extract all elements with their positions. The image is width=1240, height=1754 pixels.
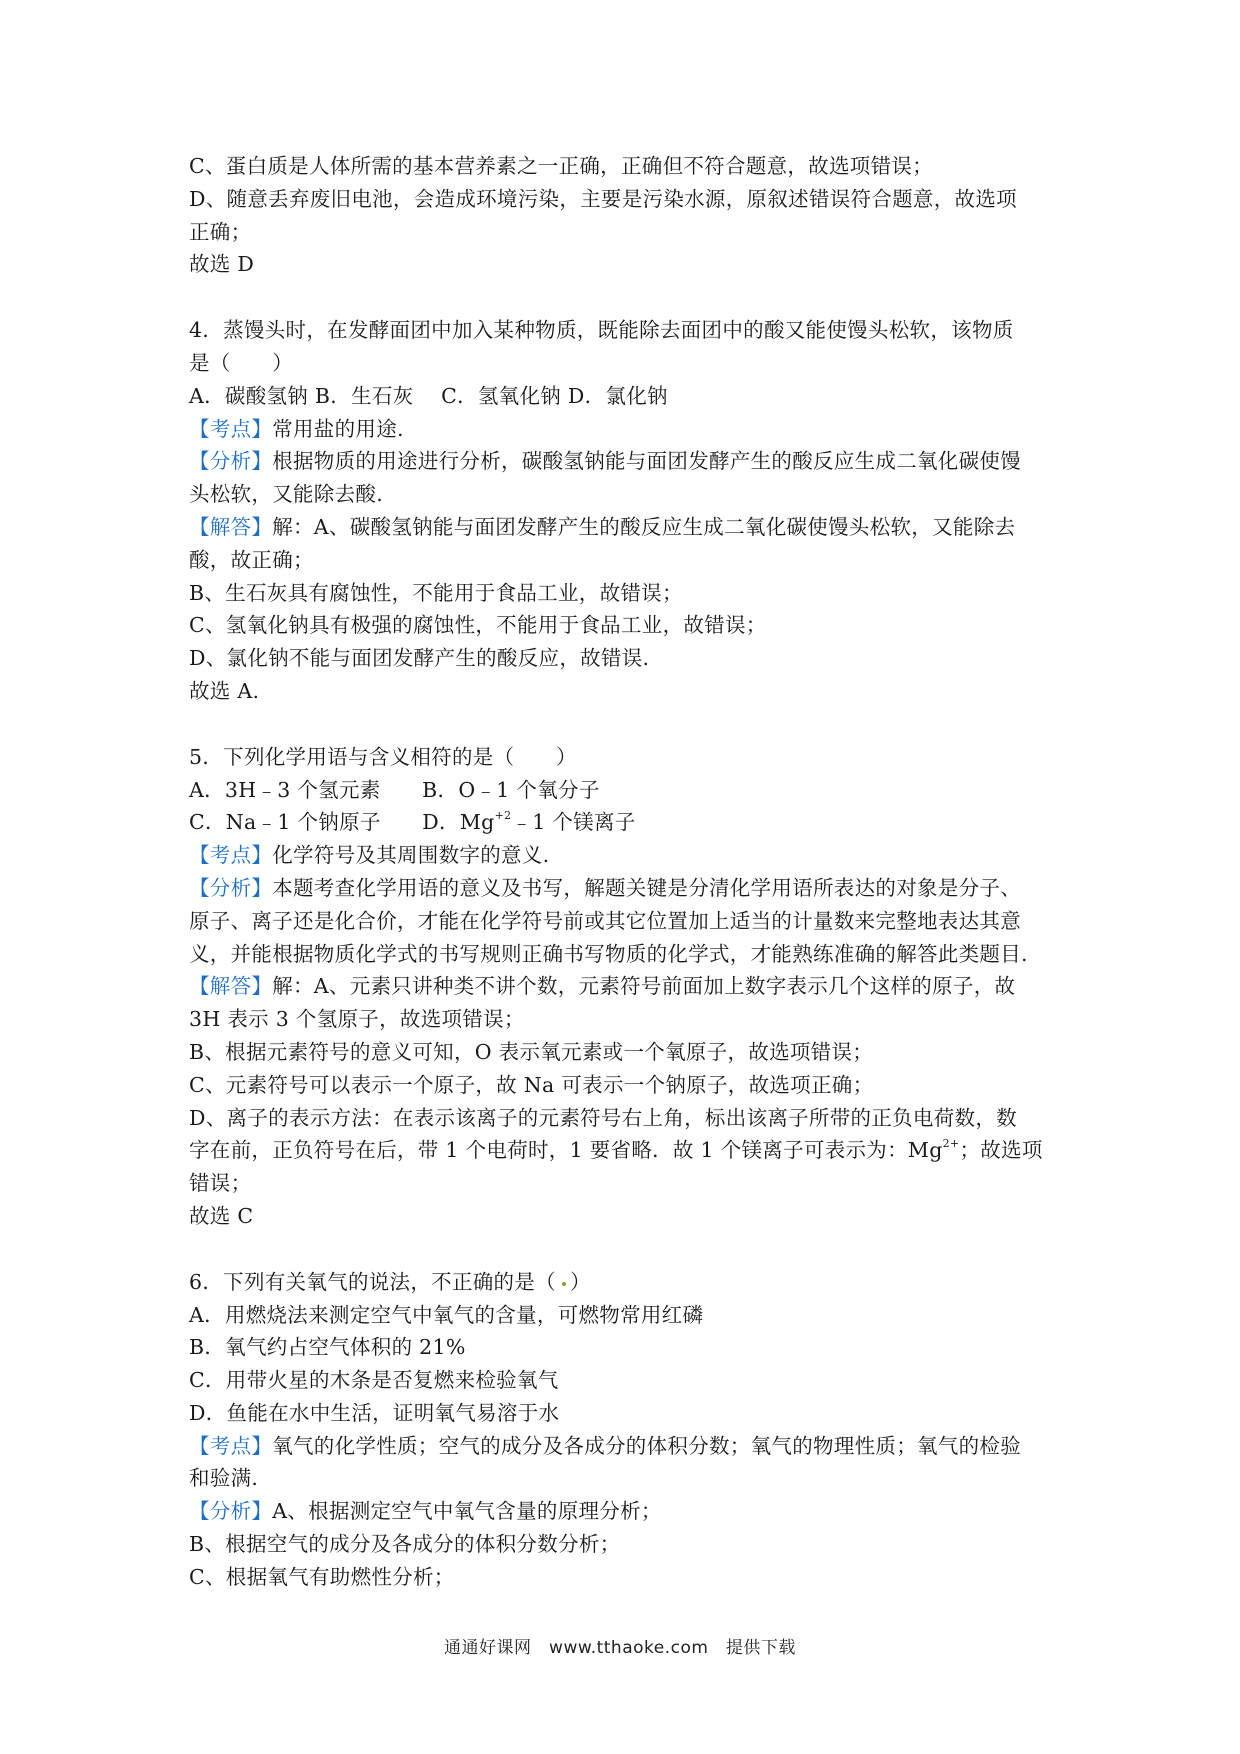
q3-answer: 故选 D (189, 252, 255, 277)
q6-stem-close: ） (569, 1269, 591, 1294)
q6-stem-text: 6．下列有关氧气的说法，不正确的是（ (189, 1269, 556, 1294)
q5-options-cd (189, 806, 1069, 839)
q5-stem: 5．下列化学用语与含义相符的是（ ） (189, 744, 577, 769)
q4-kaodian-text: 常用盐的用途. (272, 416, 404, 441)
q4-stem-line2: 是（ ） (189, 350, 293, 375)
q5-d-line2-tail: ；故选项 (959, 1138, 1043, 1163)
q4-answer: 故选 A. (189, 678, 260, 703)
document-body (189, 150, 1069, 1594)
q4-jieda-line1 (189, 511, 1069, 544)
q5-fenxi-text: 本题考查化学用语的意义及书写，解题关键是分清化学用语所表达的对象是分子、 (272, 875, 1022, 900)
q4-option-c-explanation: C、氢氧化钠具有极强的腐蚀性，不能用于食品工业，故错误； (189, 613, 767, 638)
q5-kaodian (189, 839, 1069, 872)
q5-option-d-explanation-line1: D、离子的表示方法：在表示该离子的元素符号右上角，标出该离子所带的正负电荷数，数 (189, 1105, 1017, 1130)
q4-fenxi-line1 (189, 445, 1069, 478)
q5-answer: 故选 C (189, 1203, 254, 1228)
q5-kaodian-text: 化学符号及其周围数字的意义. (272, 843, 550, 868)
q5-option-c: C．Na﹣1 个钠原子 D．Mg (189, 810, 495, 835)
q5-option-c-explanation: C、元素符号可以表示一个原子，故 Na 可表示一个钠原子，故选项正确； (189, 1072, 874, 1097)
q6-option-c: C．用带火星的木条是否复燃来检验氧气 (189, 1368, 559, 1393)
kaodian-tag: 【考点】 (189, 843, 273, 868)
q4-fenxi-text: 根据物质的用途进行分析，碳酸氢钠能与面团发酵产生的酸反应生成二氧化碳使馒 (272, 449, 1022, 474)
kaodian-tag: 【考点】 (189, 416, 273, 441)
q5-fenxi-line1 (189, 872, 1069, 905)
q5-d-line2-text: 字在前，正负符号在后，带 1 个电荷时，1 要省略．故 1 个镁离子可表示为：Mg (189, 1138, 943, 1163)
q5-option-d-explanation-line3: 错误； (189, 1171, 252, 1196)
q5-jieda-text: 解：A、元素只讲种类不讲个数，元素符号前面加上数字表示几个这样的原子，故 (272, 974, 1016, 999)
q3-option-d-explanation-line2: 正确； (189, 219, 252, 244)
q6-fenxi-b: B、根据空气的成分及各成分的体积分数分析； (189, 1532, 621, 1557)
q4-fenxi-line2: 头松软，又能除去酸. (189, 482, 384, 507)
q6-kaodian-text: 氧气的化学性质；空气的成分及各成分的体积分数；氧气的物理性质；氧气的检验 (272, 1433, 1022, 1458)
q3-option-d-explanation-line1: D、随意丢弃废旧电池，会造成环境污染，主要是污染水源，原叙述错误符合题意，故选项 (189, 186, 1017, 211)
q6-stem (189, 1266, 1069, 1299)
jieda-tag: 【解答】 (189, 514, 273, 539)
q5-mg-ion-charge: 2+ (942, 1137, 960, 1151)
q4-stem-line1: 4．蒸馒头时，在发酵面团中加入某种物质，既能除去面团中的酸又能使馒头松软，该物质 (189, 318, 1014, 343)
fenxi-tag: 【分析】 (189, 875, 273, 900)
q6-option-d: D．鱼能在水中生活，证明氧气易溶于水 (189, 1400, 560, 1425)
q6-kaodian-line1 (189, 1430, 1069, 1463)
speck-mark (562, 1282, 566, 1286)
q4-jieda-line2: 酸，故正确； (189, 547, 314, 572)
page-footer: 通通好课网 www.tthaoke.com 提供下载 (444, 1638, 796, 1658)
spacer (189, 281, 1069, 314)
fenxi-tag: 【分析】 (189, 1499, 273, 1524)
q5-jieda-line1 (189, 970, 1069, 1003)
spacer (189, 708, 1069, 741)
q4-kaodian (189, 413, 1069, 446)
q5-jieda-line2: 3H 表示 3 个氢原子，故选项错误； (189, 1007, 525, 1032)
fenxi-tag: 【分析】 (189, 449, 273, 474)
q4-option-d-explanation: D、氯化钠不能与面团发酵产生的酸反应，故错误. (189, 646, 650, 671)
q3-option-c-explanation: C、蛋白质是人体所需的基本营养素之一正确，正确但不符合题意，故选项错误； (189, 154, 933, 178)
q6-option-b: B．氧气约占空气体积的 21% (189, 1335, 466, 1360)
q4-options: A．碳酸氢钠 B．生石灰 C．氢氧化钠 D．氯化钠 (189, 383, 668, 408)
q5-option-d-superscript: +2 (494, 809, 512, 823)
kaodian-tag: 【考点】 (189, 1433, 273, 1458)
q6-kaodian-line2: 和验满. (189, 1466, 259, 1491)
q5-fenxi-line3: 义，并能根据物质化学式的书写规则正确书写物质的化学式，才能熟练准确的解答此类题目. (189, 941, 1028, 966)
q5-options-ab: A．3H﹣3 个氢元素 B．O﹣1 个氧分子 (189, 777, 600, 802)
q5-fenxi-line2: 原子、离子还是化合价，才能在化学符号前或其它位置加上适当的计量数来完整地表达其意 (189, 908, 1021, 933)
jieda-tag: 【解答】 (189, 974, 273, 999)
q6-fenxi-text: A、根据测定空气中氧气含量的原理分析； (272, 1499, 662, 1524)
q5-option-d-explanation-line2 (189, 1134, 1069, 1167)
q5-option-b-explanation: B、根据元素符号的意义可知，O 表示氧元素或一个氧原子，故选项错误； (189, 1039, 874, 1064)
q6-option-a: A．用燃烧法来测定空气中氧气的含量，可燃物常用红磷 (189, 1302, 704, 1327)
q4-jieda-text: 解：A、碳酸氢钠能与面团发酵产生的酸反应生成二氧化碳使馒头松软，又能除去 (272, 514, 1016, 539)
q4-option-b-explanation: B、生石灰具有腐蚀性，不能用于食品工业，故错误； (189, 580, 683, 605)
q5-option-d-rest: ﹣1 个镁离子 (511, 810, 636, 835)
q6-fenxi-c: C、根据氧气有助燃性分析； (189, 1564, 455, 1589)
spacer (189, 1233, 1069, 1266)
q6-fenxi-line1 (189, 1495, 1069, 1528)
